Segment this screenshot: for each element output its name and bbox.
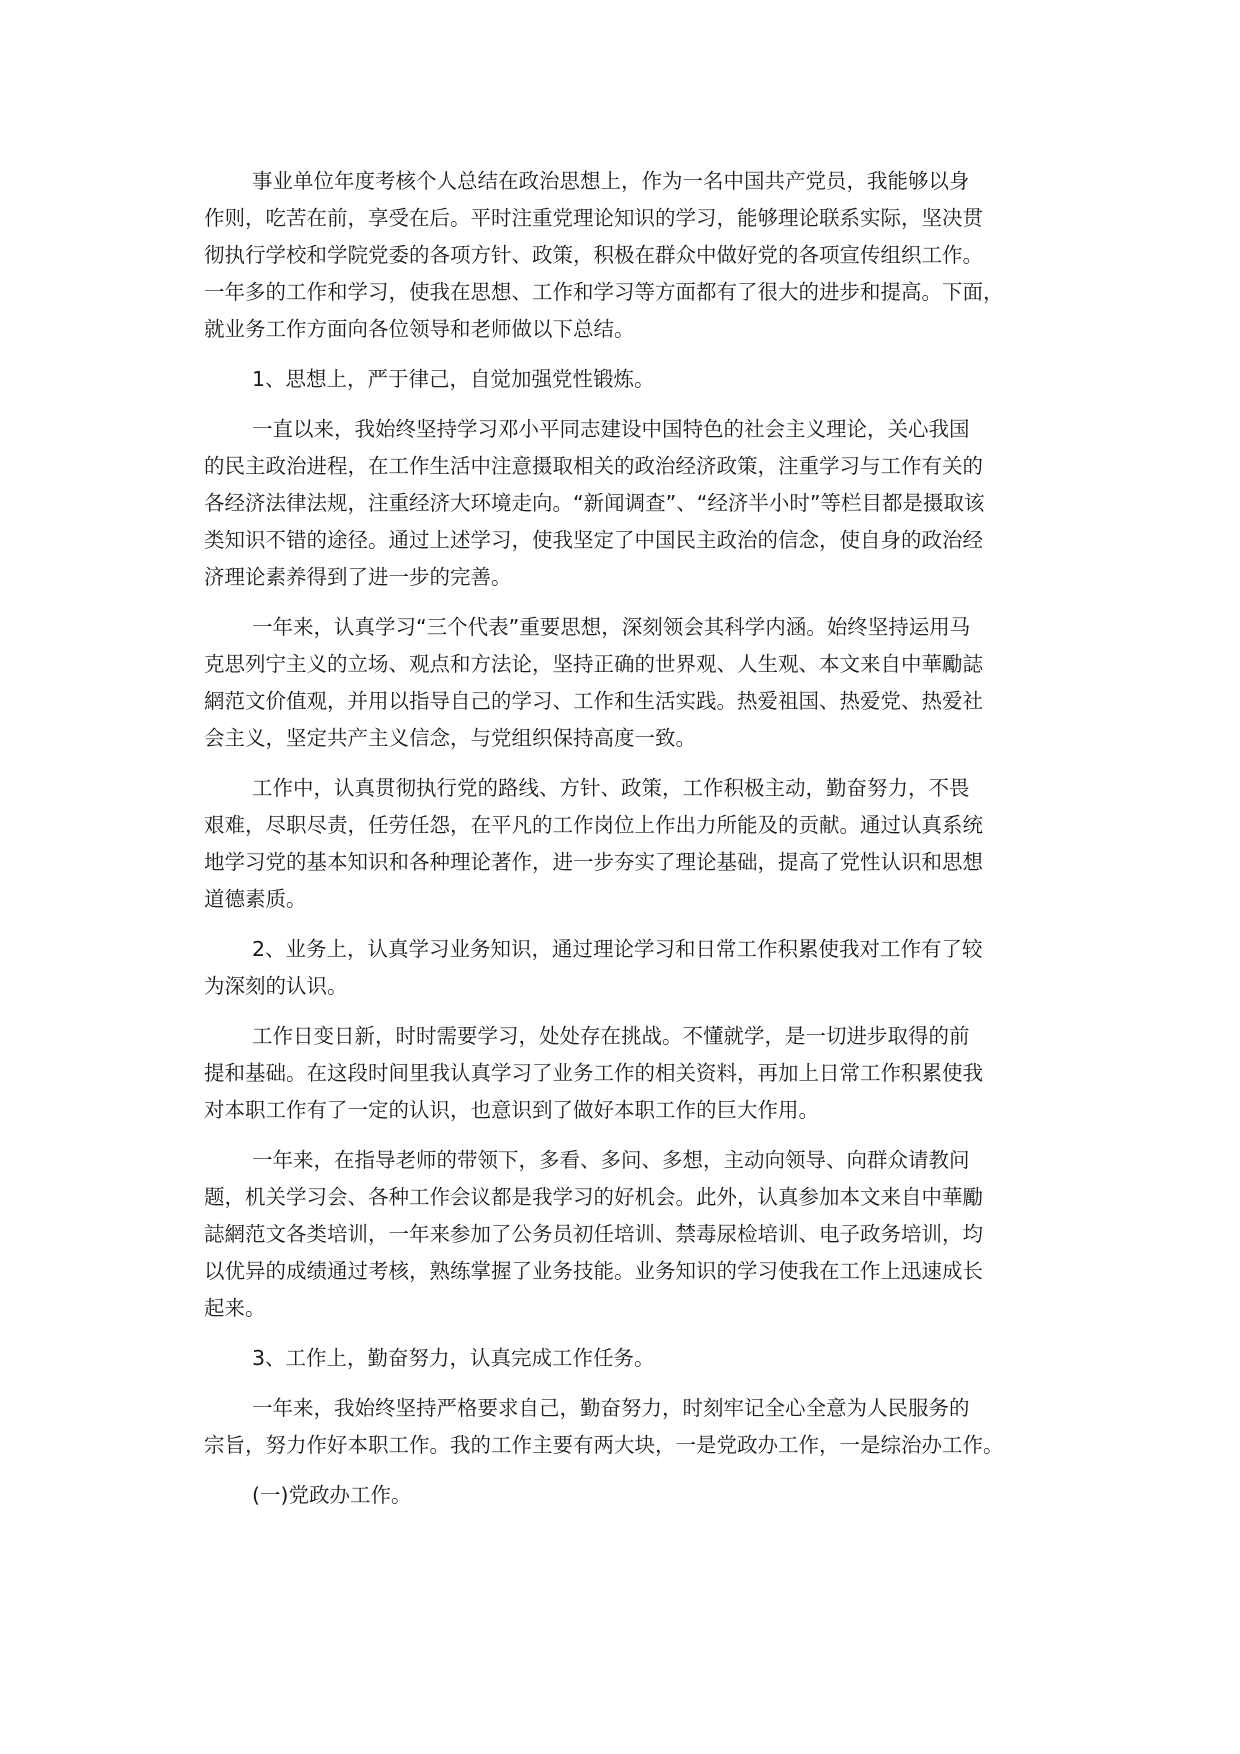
text-line: 事业单位年度考核个人总结在政治思想上，作为一名中国共产党员，我能够以身	[252, 169, 970, 193]
text-line: 2、业务上，认真学习业务知识，通过理论学习和日常工作积累使我对工作有了较	[252, 937, 983, 961]
text-line: 题，机关学习会、各种工作会议都是我学习的好机会。此外，认真参加本文来自中華勵	[204, 1185, 983, 1209]
text-line: 一年来，我始终坚持严格要求自己，勤奋努力，时刻牢记全心全意为人民服务的	[252, 1396, 970, 1420]
paragraph-daily-learning	[204, 1018, 1064, 1129]
text-line: 艰难，尽职尽责，任劳任怨，在平凡的工作岗位上作出力所能及的贡献。通过认真系统	[204, 813, 983, 837]
text-line: 網范文价值观，并用以指导自己的学习、工作和生活实践。热爱祖国、热爱党、热爱社	[204, 689, 983, 713]
text-line: 的民主政治进程，在工作生活中注意摄取相关的政治经济政策，注重学习与工作有关的	[204, 454, 983, 478]
text-line: 工作中，认真贯彻执行党的路线、方针、政策，工作积极主动，勤奋努力，不畏	[252, 776, 970, 800]
text-line: 地学习党的基本知识和各种理论著作，进一步夯实了理论基础，提高了党性认识和思想	[204, 850, 983, 874]
text-line: 克思列宁主义的立场、观点和方法论，坚持正确的世界观、人生观、本文来自中華勵誌	[204, 652, 983, 676]
text-line: 以优异的成绩通过考核，熟练掌握了业务技能。业务知识的学习使我在工作上迅速成长	[204, 1259, 983, 1283]
text-line: 誌網范文各类培训，一年来参加了公务员初任培训、禁毒尿检培训、电子政务培训，均	[204, 1222, 983, 1246]
text-line: 起来。	[204, 1296, 266, 1320]
text-line: 会主义，坚定共产主义信念，与党组织保持高度一致。	[204, 726, 696, 750]
text-line: 工作日变日新，时时需要学习，处处存在挑战。不懂就学，是一切进步取得的前	[252, 1024, 970, 1048]
text-line: 提和基础。在这段时间里我认真学习了业务工作的相关资料，再加上日常工作积累使我	[204, 1061, 983, 1085]
text-line: 各经济法律法规，注重经济大环境走向。“新闻调查”、“经济半小时”等栏目都是摄取该	[204, 491, 985, 515]
paragraph-duties	[204, 1390, 1064, 1464]
text-line: 作则，吃苦在前，享受在后。平时注重党理论知识的学习，能够理论联系实际，坚决贯	[204, 206, 983, 230]
text-line: 彻执行学校和学院党委的各项方针、政策，积极在群众中做好党的各项宣传组织工作。	[204, 243, 983, 267]
paragraph-theory-study	[204, 411, 1064, 596]
paragraph-three-represents	[204, 609, 1064, 757]
text-line: 对本职工作有了一定的认识，也意识到了做好本职工作的巨大作用。	[204, 1098, 819, 1122]
section-heading-1	[204, 361, 1064, 398]
text-line: (一)党政办工作。	[252, 1483, 412, 1507]
text-line: 济理论素养得到了进一步的完善。	[204, 565, 512, 589]
text-line: 类知识不错的途径。通过上述学习，使我坚定了中国民主政治的信念，使自身的政治经	[204, 528, 983, 552]
section-heading-3	[204, 1340, 1064, 1377]
text-line: 道德素质。	[204, 887, 307, 911]
text-line: 一年多的工作和学习，使我在思想、工作和学习等方面都有了很大的进步和提高。下面，	[204, 280, 1004, 304]
text-line: 3、工作上，勤奋努力，认真完成工作任务。	[252, 1346, 655, 1370]
text-line: 宗旨，努力作好本职工作。我的工作主要有两大块，一是党政办工作，一是综治办工作。	[204, 1433, 1004, 1457]
text-line: 就业务工作方面向各位领导和老师做以下总结。	[204, 317, 635, 341]
paragraph-intro	[204, 163, 1064, 348]
subsection-heading-party-office	[204, 1477, 1064, 1514]
text-line: 1、思想上，严于律己，自觉加强党性锻炼。	[252, 367, 655, 391]
paragraph-work-attitude	[204, 770, 1064, 918]
text-line: 为深刻的认识。	[204, 974, 348, 998]
text-line: 一年来，认真学习“三个代表”重要思想，深刻领会其科学内涵。始终坚持运用马	[252, 615, 971, 639]
section-heading-2	[204, 931, 1064, 1005]
document-body	[204, 163, 1064, 1527]
text-line: 一直以来，我始终坚持学习邓小平同志建设中国特色的社会主义理论，关心我国	[252, 417, 970, 441]
paragraph-training	[204, 1142, 1064, 1327]
text-line: 一年来，在指导老师的带领下，多看、多问、多想，主动向领导、向群众请教问	[252, 1148, 970, 1172]
